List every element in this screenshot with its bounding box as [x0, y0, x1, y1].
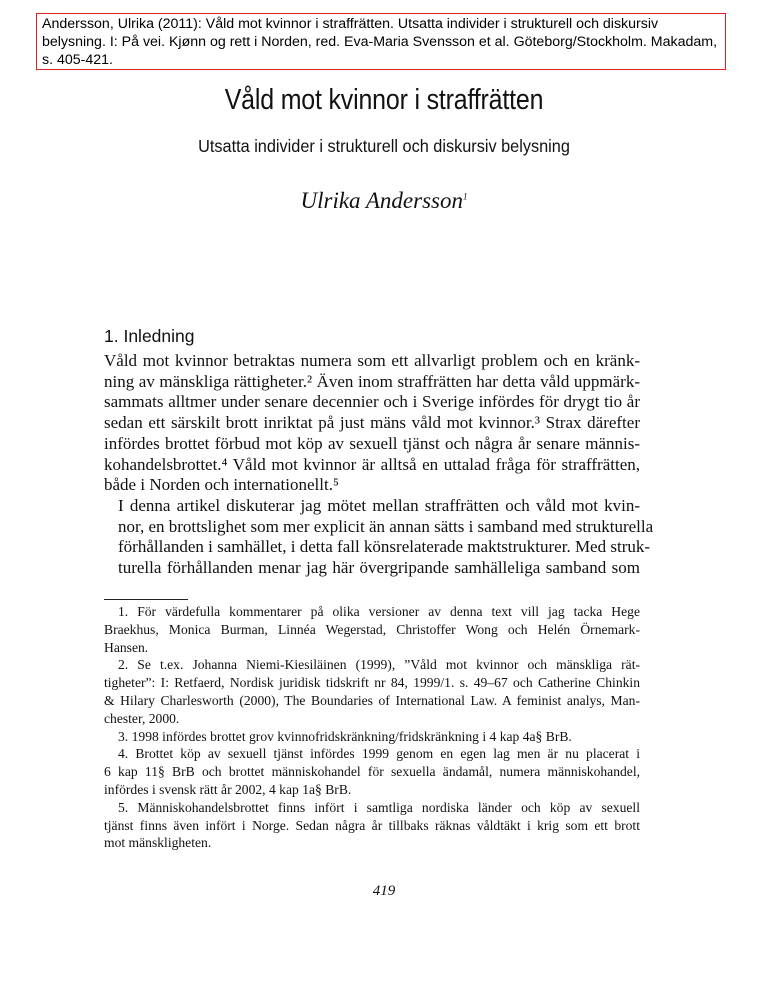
author-footnote-ref: 1 — [463, 191, 468, 202]
paragraph-1 — [104, 351, 640, 496]
footnote-line: mot mänskligheten. — [104, 835, 212, 851]
footnote-line: 4. Brottet köp av sexuell tjänst infördes 1999 genom en egen lag men är nu placerat i — [118, 746, 640, 762]
body_lines_p1-line: kohandelsbrottet.⁴ Våld mot kvinnor är alltså en uttalad fråga för straffrätten, — [104, 454, 640, 474]
body_lines_p1-line: ning av mänskliga rättigheter.² Även inom straffrätten har detta våld uppmärk- — [104, 371, 640, 391]
paragraph-2 — [104, 495, 654, 579]
section-heading: 1. Inledning — [104, 326, 195, 346]
body_lines_p2-line: turella förhållanden menar jag här övergripande samhälleliga samband som — [118, 558, 640, 578]
article-subtitle: Utsatta individer i strukturell och diskursiv belysning — [198, 136, 570, 156]
footnote-line: 6 kap 11§ BrB och brottet människohandel för sexuella ändamål, numera människohandel, — [104, 764, 640, 780]
body-text — [104, 351, 654, 579]
footnote-line: infördes i svensk rätt år 2002, 4 kap 1a§ BrB. — [104, 781, 352, 797]
body_lines_p1-line: både i Norden och internationellt.⁵ — [104, 475, 339, 495]
author-text: Ulrika Andersson — [300, 188, 463, 213]
footnote-2 — [104, 656, 640, 727]
body_lines_p1-line: Våld mot kvinnor betraktas numera som ett allvarligt problem och en kränk- — [104, 351, 640, 370]
footnote-line: chester, 2000. — [104, 710, 180, 726]
body_lines_p1-line: infördes brottet förbud mot köp av sexuell tjänst och några år senare männis- — [104, 433, 640, 453]
footnote-line: 2. Se t.ex. Johanna Niemi-Kiesiläinen (1999), ”Våld mot kvinnor och mänskliga rät- — [118, 657, 640, 673]
footnote-line: Hansen. — [104, 639, 149, 655]
body_lines_p2-line: förhållanden i samhället, i detta fall könsrelaterade maktstrukturer. Med struk- — [118, 537, 651, 557]
body_lines_p1-line: sammats alltmer under senare decennier och i Sverige infördes för drygt tio år — [104, 392, 640, 412]
footnote-line: tjänst finns även infört i Norge. Sedan några år tillbaks räknas våldtäkt i krig som ett brott — [104, 817, 640, 833]
author-name — [0, 188, 768, 214]
footnote-line: tigheter”: I: Retfaerd, Nordisk juridisk tidskrift nr 84, 1999/1. s. 49–67 och Catherine Chinkin — [104, 675, 640, 691]
article-title: Våld mot kvinnor i straffrätten — [224, 84, 544, 116]
body_lines_p2-line: nor, en brottslighet som mer explicit än annan sätts i samband med strukturella — [118, 516, 654, 536]
footnote-line: 1. För värdefulla kommentarer på olika versioner av denna text vill jag tacka Hege — [118, 604, 640, 619]
footnote-rule — [104, 599, 188, 600]
footnote-line: & Hilary Charlesworth (2000), The Boundaries of International Law. A feminist analys, Man- — [104, 692, 640, 708]
footnote-1 — [104, 603, 640, 656]
footnote-line: Braekhus, Monica Burman, Linnéa Wegerstad, Christoffer Wong och Helén Örnemark- — [104, 621, 640, 637]
footnote-5 — [104, 799, 640, 852]
body_lines_p1-line: sedan ett särskilt brott inriktat på just mäns våld mot kvinnor.³ Strax därefter — [104, 413, 640, 433]
footnote-line: 3. 1998 infördes brottet grov kvinnofridskränkning/fridskränkning i 4 kap 4a§ BrB. — [118, 728, 572, 744]
footnote-3 — [104, 728, 640, 746]
footnotes — [104, 603, 640, 852]
body_lines_p2-line: I denna artikel diskuterar jag mötet mellan straffrätten och våld mot kvin- — [118, 495, 640, 515]
citation-box: Andersson, Ulrika (2011): Våld mot kvinnor i straffrätten. Utsatta individer i strukturell och diskursiv belysning. I: På vei. Kjønn og rett i Norden, red. Eva-Maria Svensson et al. Göteborg/Stockholm. Makadam, s. 405-421. — [36, 13, 726, 70]
page-number: 419 — [372, 883, 396, 899]
footnote-line: 5. Människohandelsbrottet finns infört i samtliga nordiska länder och köp av sexuell — [118, 799, 640, 815]
footnote-4 — [104, 745, 640, 798]
